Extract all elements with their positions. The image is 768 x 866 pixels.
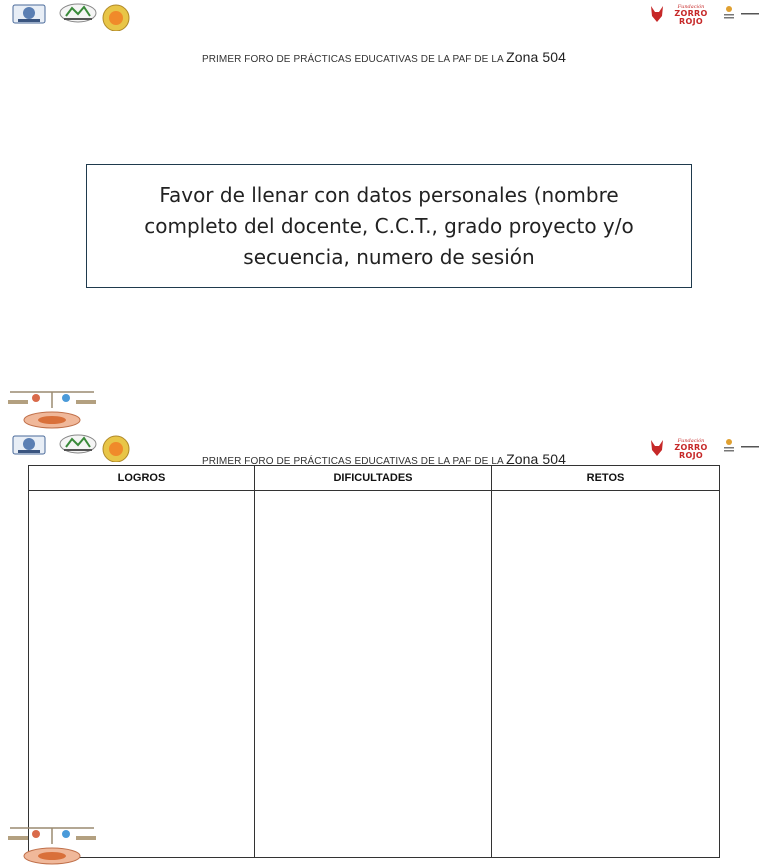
cell-retos[interactable] [492,491,720,858]
heading-prefix: PRIMER FORO DE PRÁCTICAS EDUCATIVAS DE LA PAF DE LA [201,54,507,65]
table-row [29,491,720,858]
cell-dificultades[interactable] [255,491,492,858]
instructions-box [86,164,692,288]
header-logros: LOGROS [29,466,255,491]
zorro-rojo-text: ZORRO ROJO [674,443,708,460]
heading-zone: Zona 504 [506,49,567,65]
partner-logo-icon [721,5,761,21]
school-logo-icon [12,4,46,24]
zorro-rojo-script: Fundación [677,438,705,444]
heading-zone: Zona 504 [506,451,567,467]
zorro-rojo-script: Fundación [677,4,705,10]
table-header-row [29,466,720,491]
header-retos: RETOS [492,466,720,491]
page-1-heading [0,49,768,65]
sun-logo-icon [101,3,131,31]
fox-logo-icon [649,4,665,24]
page-2 [0,430,768,866]
footer-emblem-icon [6,388,98,430]
heading-prefix: PRIMER FORO DE PRÁCTICAS EDUCATIVAS DE LA PAF DE LA [201,456,507,467]
supervision-logo-icon [58,2,98,24]
zorro-rojo-logo [668,5,714,26]
zorro-rojo-text: ZORRO ROJO [674,9,708,26]
instructions-text: Favor de llenar con datos personales (nombre completo del docente, C.C.T., grado proyecto y/o secuencia, numero de sesión [144,182,634,269]
header-dificultades: DIFICULTADES [255,466,492,491]
page-1 [0,0,768,430]
footer-emblem-icon [6,824,98,866]
cell-logros[interactable] [29,491,255,858]
reflection-table [28,465,720,858]
